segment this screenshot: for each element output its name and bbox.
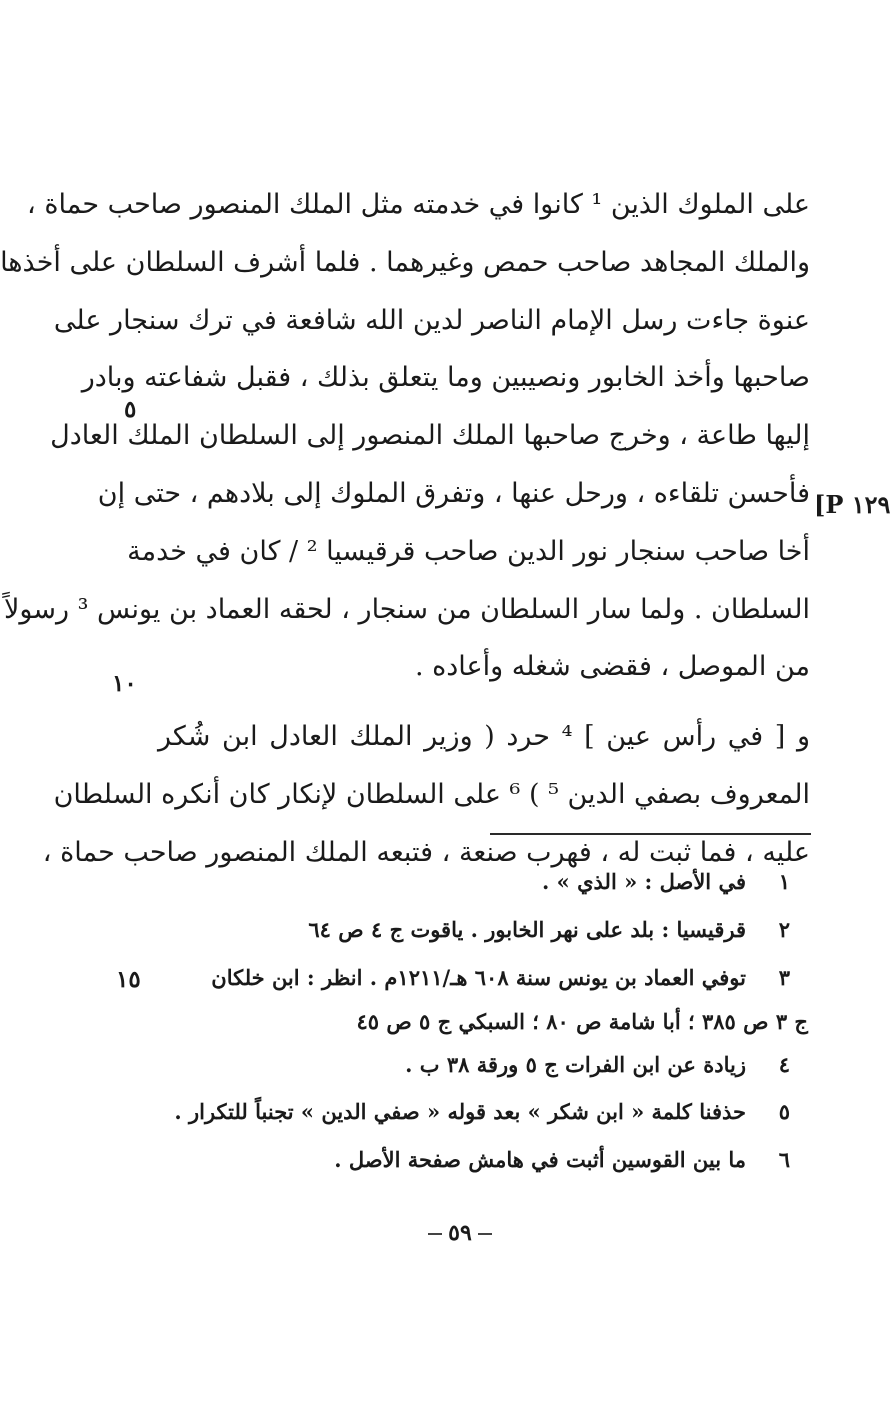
- paragraph-gap: [158, 696, 810, 708]
- footnotes-block: [160, 858, 808, 1184]
- folio-reference: ١٢٩ P]: [814, 490, 890, 519]
- text-line-5: إليها طاعة ، وخرج صاحبها الملك المنصور إلى السلطان الملك العادل: [50, 420, 810, 452]
- text-line-8: السلطان . ولما سار السلطان من سنجار ، لحقه العماد بن يونس ³ رسولاً: [4, 593, 810, 625]
- footnote-text: ما بين القوسين أثبت في هامش صفحة الأصل .: [334, 1147, 746, 1172]
- page-number: [400, 1220, 520, 1246]
- text-line-11: المعروف بصفي الدين ⁵ ) ⁶ على السلطان لإنكار كان أنكره السلطان: [53, 778, 810, 810]
- footnote-number: ٢: [778, 917, 790, 942]
- footnote-text: قرقيسيا : بلد على نهر الخابور . ياقوت ج ٤ ص ٦٤: [308, 917, 746, 942]
- footnote-text: توفي العماد بن يونس سنة ٦٠٨ هـ/١٢١١م . انظر : ابن خلكان: [211, 965, 746, 990]
- footnote-text: ج ٣ ص ٣٨٥ ؛ أبا شامة ص ٨٠ ؛ السبكي ج ٥ ص ٤٥: [356, 1009, 808, 1034]
- line-number-5: ٥: [124, 396, 137, 423]
- footnote-6: [160, 1136, 808, 1184]
- footnote-4: [160, 1042, 808, 1088]
- text-line-12: عليه ، فما ثبت له ، فهرب صنعة ، فتبعه الملك المنصور صاحب حماة ،: [42, 836, 810, 868]
- dash-left: [428, 1233, 442, 1235]
- footnote-3: [160, 954, 808, 1002]
- footnote-5: [160, 1088, 808, 1136]
- line-number-10: ١٠: [112, 670, 137, 697]
- text-line-1: على الملوك الذين ¹ كانوا في خدمته مثل الملك المنصور صاحب حماة ،: [27, 189, 810, 220]
- text-line-4: صاحبها وأخذ الخابور ونصيبين وما يتعلق بذلك ، فقبل شفاعته وبادر: [81, 362, 810, 394]
- footnote-text: زيادة عن ابن الفرات ج ٥ ورقة ٣٨ ب .: [405, 1052, 746, 1077]
- footnote-number: ١: [778, 869, 790, 894]
- footnote-number: ٥: [778, 1099, 790, 1124]
- text-line-9: من الموصل ، فقضى شغله وأعاده .: [414, 651, 810, 683]
- text-line-6: فأحسن تلقاءه ، ورحل عنها ، وتفرق الملوك إلى بلادهم ، حتى إن: [97, 477, 810, 509]
- footnote-3-continued: [160, 1002, 808, 1042]
- footnote-text: في الأصل : « الذي » .: [542, 869, 746, 894]
- footnote-number: ٦: [778, 1147, 790, 1172]
- footnote-1: [160, 858, 808, 906]
- footnote-number: ٤: [778, 1052, 790, 1077]
- footnote-separator: [490, 833, 811, 835]
- dash-right: [478, 1233, 492, 1235]
- text-line-2: والملك المجاهد صاحب حمص وغيرهما . فلما أشرف السلطان على أخذها: [0, 246, 810, 278]
- footnote-2: [160, 906, 808, 954]
- text-line-10: و [ في رأس عين ] ⁴ حرد ( وزير الملك العادل ابن شُكر: [158, 721, 810, 753]
- footnote-text: حذفنا كلمة « ابن شكر » بعد قوله « صفي الدين » تجنباً للتكرار .: [174, 1099, 746, 1124]
- footnote-number: ٣: [778, 965, 790, 990]
- page-number-value: ٥٩: [448, 1220, 472, 1246]
- text-line-3: عنوة جاءت رسل الإمام الناصر لدين الله شافعة في ترك سنجار على: [53, 304, 810, 336]
- line-number-15: ١٥: [116, 966, 141, 993]
- text-line-7: أخا صاحب سنجار نور الدين صاحب قرقيسيا ² / كان في خدمة: [127, 535, 810, 567]
